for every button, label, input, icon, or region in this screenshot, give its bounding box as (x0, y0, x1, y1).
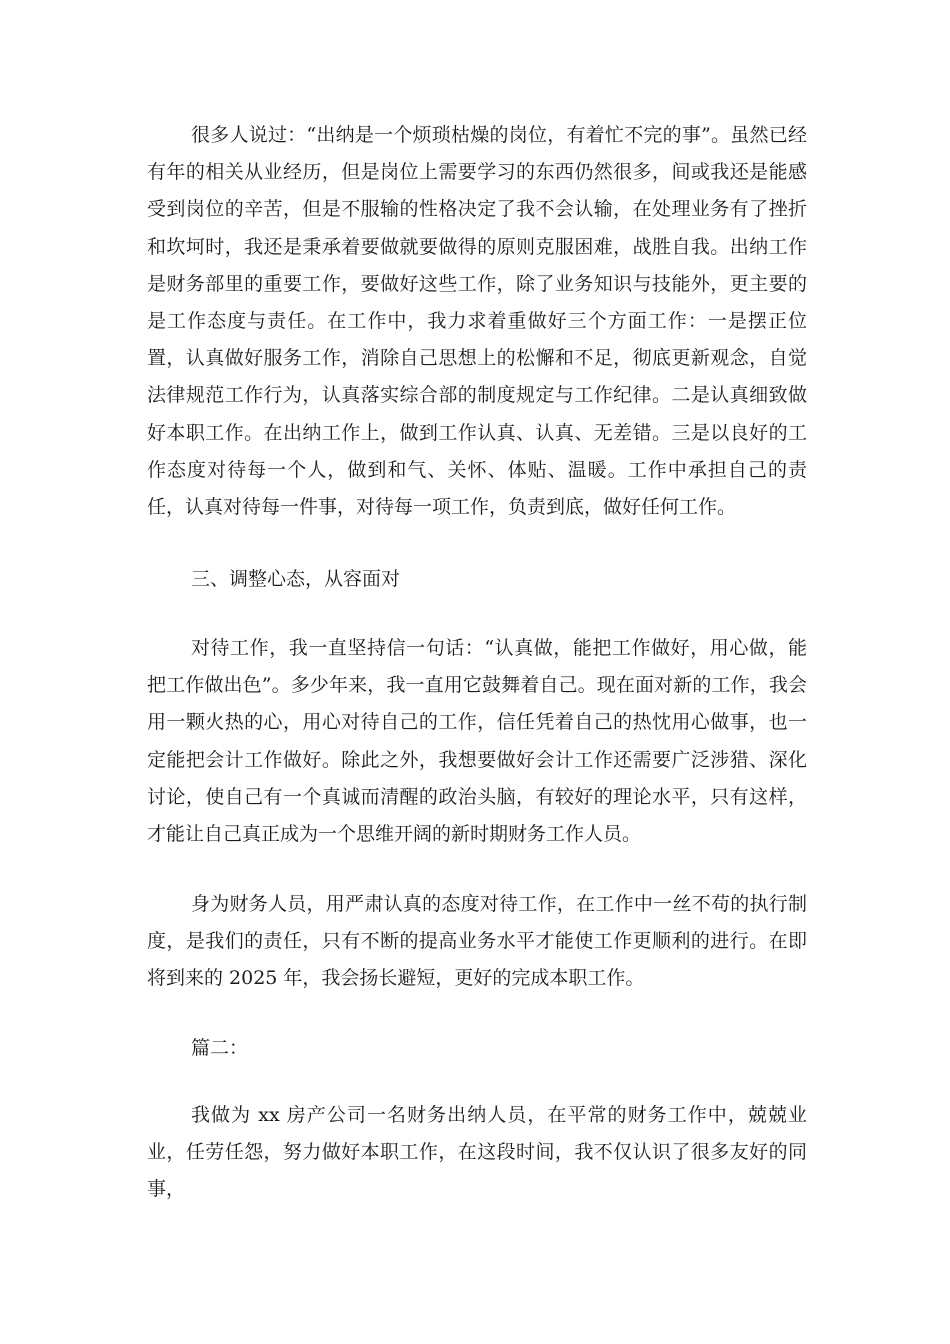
section-heading: 篇二： (191, 1037, 249, 1059)
body-paragraph: 身为财务人员，用严肃认真的态度对待工作，在工作中一丝不苟的执行制度，是我们的责任，只有不断的提高业务水平才能使工作更顺利的进行。在即将到来的 2025 年，我会扬长避短，更好的完成本职工作。 (147, 893, 807, 990)
section-heading: 三、调整心态，从容面对 (191, 568, 401, 590)
body-paragraph: 我做为 xx 房产公司一名财务出纳人员，在平常的财务工作中，兢兢业业，任劳任怨，努力做好本职工作，在这段时间，我不仅认识了很多友好的同事， (147, 1104, 807, 1201)
body-paragraph: 对待工作，我一直坚持信一句话：“认真做，能把工作做好，用心做，能把工作做出色”。多少年来，我一直用它鼓舞着自己。现在面对新的工作，我会用一颗火热的心，用心对待自己的工作，信任凭着自己的热忱用心做事，也一定能把会计工作做好。除此之外，我想要做好会计工作还需要广泛涉猎、深化讨论，使自己有一个真诚而清醒的政治头脑，有较好的理论水平，只有这样，才能让自己真正成为一个思维开阔的新时期财务工作人员。 (147, 637, 807, 846)
body-paragraph: 很多人说过：“出纳是一个烦琐枯燥的岗位，有着忙不完的事”。虽然已经有年的相关从业经历，但是岗位上需要学习的东西仍然很多，间或我还是能感受到岗位的辛苦，但是不服输的性格决定了我不会认输，在处理业务有了挫折和坎坷时，我还是秉承着要做就要做得的原则克服困难，战胜自我。出纳工作是财务部里的重要工作，要做好这些工作，除了业务知识与技能外，更主要的是工作态度与责任。在工作中，我力求着重做好三个方面工作：一是摆正位置，认真做好服务工作，消除自己思想上的松懈和不足，彻底更新观念，自觉法律规范工作行为，认真落实综合部的制度规定与工作纪律。二是认真细致做好本职工作。在出纳工作上，做到工作认真、认真、无差错。三是以良好的工作态度对待每一个人，做到和气、关怀、体贴、温暖。工作中承担自己的责任，认真对待每一件事，对待每一项工作，负责到底，做好任何工作。 (147, 124, 807, 519)
